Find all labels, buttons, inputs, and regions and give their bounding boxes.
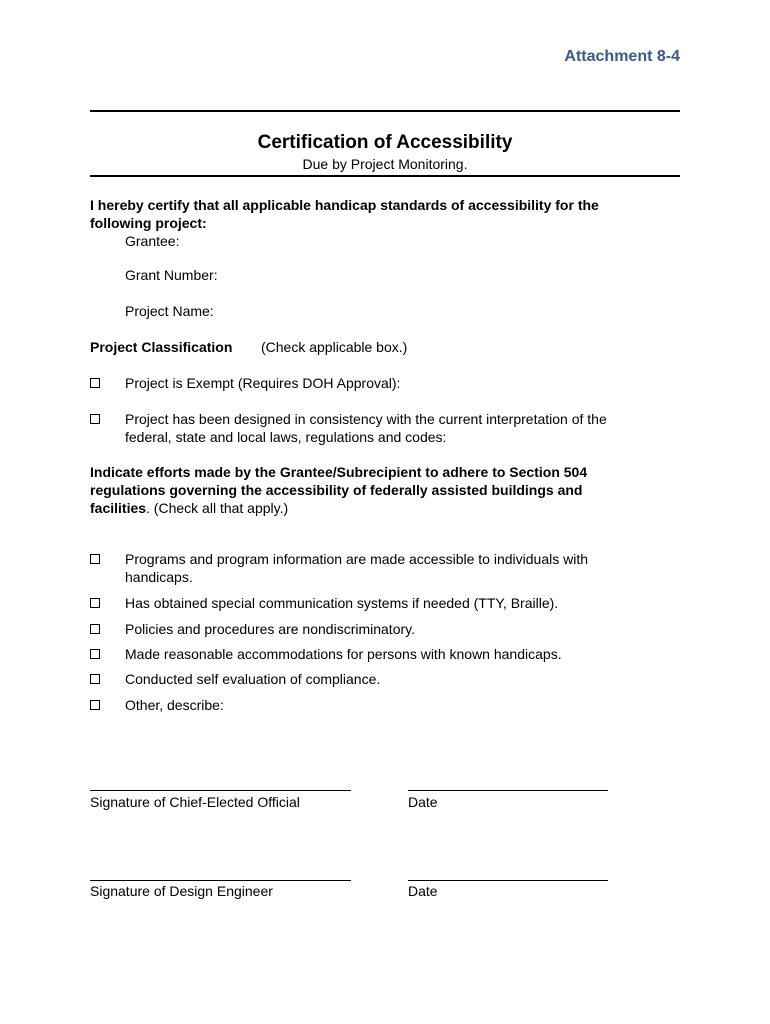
exempt-option-label: Project is Exempt (Requires DOH Approval):: [125, 375, 401, 391]
nondiscriminatory-checkbox[interactable]: [90, 624, 100, 634]
nondiscriminatory-label: Policies and procedures are nondiscriminatory.: [125, 621, 415, 637]
efforts-line-2: regulations governing the accessibility of federally assisted buildings and: [90, 482, 583, 498]
engineer-signature-label: Signature of Design Engineer: [90, 883, 273, 899]
self-evaluation-checkbox[interactable]: [90, 674, 100, 684]
title-rule: [90, 175, 680, 177]
classification-instruction: (Check applicable box.): [261, 339, 408, 355]
engineer-date-label: Date: [408, 883, 438, 899]
efforts-line-3: [90, 499, 288, 517]
efforts-line-3-bold: facilities: [90, 500, 147, 516]
grantee-field-label: Grantee:: [125, 233, 180, 249]
communication-systems-checkbox[interactable]: [90, 598, 100, 608]
certify-line-1: I hereby certify that all applicable handicap standards of accessibility for the: [90, 197, 599, 213]
grant-number-field-label: Grant Number:: [125, 267, 218, 283]
attachment-label: Attachment 8-4: [564, 48, 680, 65]
certify-line-2: following project:: [90, 215, 207, 231]
engineer-signature-line[interactable]: [90, 880, 351, 881]
accommodations-label: Made reasonable accommodations for persons with known handicaps.: [125, 646, 562, 662]
other-checkbox[interactable]: [90, 700, 100, 710]
self-evaluation-label: Conducted self evaluation of compliance.: [125, 671, 381, 687]
accommodations-checkbox[interactable]: [90, 649, 100, 659]
efforts-line-1: Indicate efforts made by the Grantee/Subrecipient to adhere to Section 504: [90, 464, 588, 480]
official-date-line[interactable]: [408, 790, 608, 791]
efforts-line-3-rest: . (Check all that apply.): [146, 500, 289, 516]
designed-option-line-2: federal, state and local laws, regulations and codes:: [125, 429, 447, 445]
page-title: Certification of Accessibility: [257, 132, 513, 153]
page-subtitle: Due by Project Monitoring.: [302, 156, 468, 172]
programs-accessible-checkbox[interactable]: [90, 554, 100, 564]
designed-option-line-1: Project has been designed in consistency with the current interpretation of the: [125, 411, 607, 427]
other-label: Other, describe:: [125, 697, 224, 713]
classification-label: Project Classification: [90, 339, 233, 355]
official-signature-line[interactable]: [90, 790, 351, 791]
exempt-checkbox[interactable]: [90, 378, 100, 388]
programs-accessible-line-1: Programs and program information are made accessible to individuals with: [125, 551, 588, 567]
official-signature-label: Signature of Chief-Elected Official: [90, 794, 300, 810]
project-name-field-label: Project Name:: [125, 303, 214, 319]
top-rule: [90, 110, 680, 112]
official-date-label: Date: [408, 794, 438, 810]
communication-systems-label: Has obtained special communication systems if needed (TTY, Braille).: [125, 595, 559, 611]
designed-consistency-checkbox[interactable]: [90, 414, 100, 424]
engineer-date-line[interactable]: [408, 880, 608, 881]
programs-accessible-line-2: handicaps.: [125, 569, 193, 585]
